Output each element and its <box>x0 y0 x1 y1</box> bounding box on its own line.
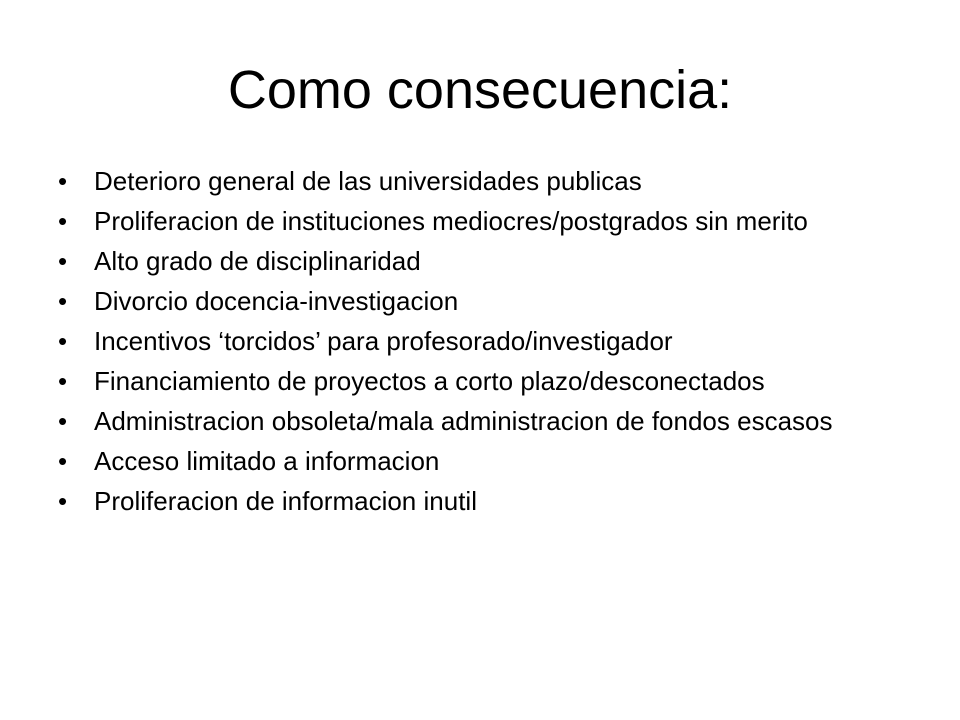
bullet-icon: • <box>58 286 68 316</box>
bullet-icon: • <box>58 486 68 516</box>
bullet-item <box>58 488 898 514</box>
bullet-item <box>58 288 898 314</box>
bullet-icon: • <box>58 406 68 436</box>
bullet-text: Financiamiento de proyectos a corto plazo/desconectados <box>94 366 765 396</box>
bullet-text: Proliferacion de informacion inutil <box>94 486 477 516</box>
bullet-item <box>58 248 898 274</box>
bullet-icon: • <box>58 326 68 356</box>
bullet-text: Deterioro general de las universidades publicas <box>94 166 642 196</box>
bullet-text: Divorcio docencia-investigacion <box>94 286 459 316</box>
bullet-icon: • <box>58 246 68 276</box>
bullet-icon: • <box>58 166 68 196</box>
bullet-item <box>58 408 898 434</box>
bullet-item <box>58 328 898 354</box>
bullet-text: Incentivos ‘torcidos’ para profesorado/investigador <box>94 326 673 356</box>
slide-title: Como consecuencia: <box>227 60 733 120</box>
bullet-text: Administracion obsoleta/mala administracion de fondos escasos <box>94 406 833 436</box>
bullet-icon: • <box>58 446 68 476</box>
bullet-text: Alto grado de disciplinaridad <box>94 246 421 276</box>
bullet-list <box>58 168 898 528</box>
bullet-item <box>58 208 898 234</box>
bullet-item <box>58 448 898 474</box>
bullet-item <box>58 168 898 194</box>
bullet-icon: • <box>58 366 68 396</box>
bullet-icon: • <box>58 206 68 236</box>
bullet-text: Acceso limitado a informacion <box>94 446 440 476</box>
bullet-text: Proliferacion de instituciones mediocres/postgrados sin merito <box>94 206 808 236</box>
bullet-item <box>58 368 898 394</box>
